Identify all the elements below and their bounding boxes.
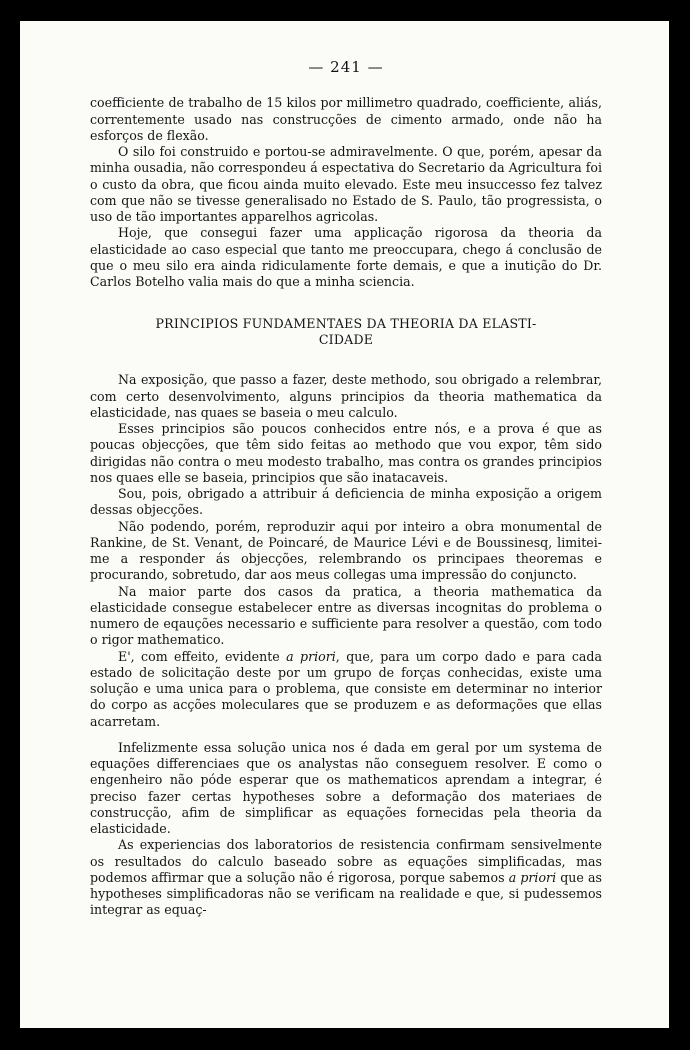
paragraph-experiencias (90, 837, 602, 918)
paragraph-infelizmente: Infelizmente essa solução unica nos é dada em geral por um systema de equações differenciaes que os analystas não conseguem resolver. E como o engenheiro não póde esperar que os mathematicos aprendam a integrar, é preciso fazer certas hypotheses sobre a deformação dos materiaes de construcção, afim de simplificar as equações fornecidas pela theoria da elasticidade. (90, 739, 602, 836)
paragraph-continuation: coefficiente de trabalho de 15 kilos por millimetro quadrado, coefficiente, aliás, correntemente usado nas construcções de cimento armado, onde não ha esforços de flexão. (90, 95, 602, 143)
page-number: — 241 — (308, 58, 384, 76)
paragraph-principios: Esses principios são poucos conhecidos entre nós, e a prova é que as poucas objecções, que têm sido feitas ao methodo que vou expor, têm sido dirigidas não contra o meu modesto trabalho, mas contra os grandes principios nos quaes elle se baseia, principios que são inatacaveis. (90, 421, 602, 485)
italic-term: a priori (286, 648, 336, 664)
section-heading (90, 316, 602, 348)
section-heading-line-2: CIDADE (318, 332, 374, 348)
text-before-italic: As experiencias dos laboratorios de resistencia confirmam sensivelmente os resultados do calculo baseado sobre as equações simplificadas, mas podemos affirmar que a solução não é rigorosa, porque sabemos (90, 837, 602, 885)
paragraph-rankine: Não podendo, porém, reproduzir aqui por inteiro a obra monumental de Rankine, de St. Venant, de Poincaré, de Maurice Lévi e de Boussinesq, limitei-me a responder ás objecções, relembrando os principaes theoremas e procurando, sobretudo, dar aos meus collegas uma impressão do conjuncto. (90, 518, 602, 583)
paragraph-deficiencia: Sou, pois, obrigado a attribuir á deficiencia de minha exposição a origem dessas objecções. (90, 486, 602, 518)
paragraph-gap (90, 730, 602, 740)
paragraph-a-priori (90, 649, 602, 730)
text-after-italic: que as hypotheses simplificadoras não se verificam na realidade e que, si pudessemos integrar as equaç- (90, 869, 602, 918)
paragraph-pratica: Na maior parte dos casos da pratica, a theoria mathematica da elasticidade consegue estabelecer entre as diversas incognitas do problema o numero de eqauções necessario e sufficiente para resolver a questão, com todo o rigor mathematico. (90, 583, 602, 648)
page-content (90, 59, 602, 919)
text-after-italic: , que, para um corpo dado e para cada estado de solicitação deste por um grupo de forças conhecidas, existe uma solução e uma unica para o problema, que consiste em determinar no interior do corpo as acções moleculares que se produzem e as deformações que ellas acarretam. (90, 648, 602, 729)
paragraph-silo: O silo foi construido e portou-se admiravelmente. O que, porém, apesar da minha ousadia, não correspondeu á espectativa do Secretario da Agricultura foi o custo da obra, que ficou ainda muito elevado. Este meu insuccesso fez talvez com que não se tivesse generalisado no Estado de S. Paulo, tão progressista, o uso de tão importantes apparelhos agricolas. (90, 144, 602, 224)
paragraph-hoje: Hoje, que consegui fazer uma applicação rigorosa da theoria da elasticidade ao caso especial que tanto me preoccupara, chego á conclusão de que o meu silo era ainda ridiculamente forte demais, e que a inutição do Dr. Carlos Botelho valia mais do que a minha sciencia. (90, 225, 602, 289)
paragraph-exposicao: Na exposição, que passo a fazer, deste methodo, sou obrigado a relembrar, com certo desenvolvimento, alguns principios da theoria mathematica da elasticidade, nas quaes se baseia o meu calculo. (90, 372, 602, 420)
italic-term: a priori (508, 869, 557, 885)
scanned-page (20, 21, 669, 1028)
section-heading-line-1: PRINCIPIOS FUNDAMENTAES DA THEORIA DA ELASTI- (155, 316, 537, 332)
text-before-italic: E', com effeito, evidente (118, 648, 287, 664)
